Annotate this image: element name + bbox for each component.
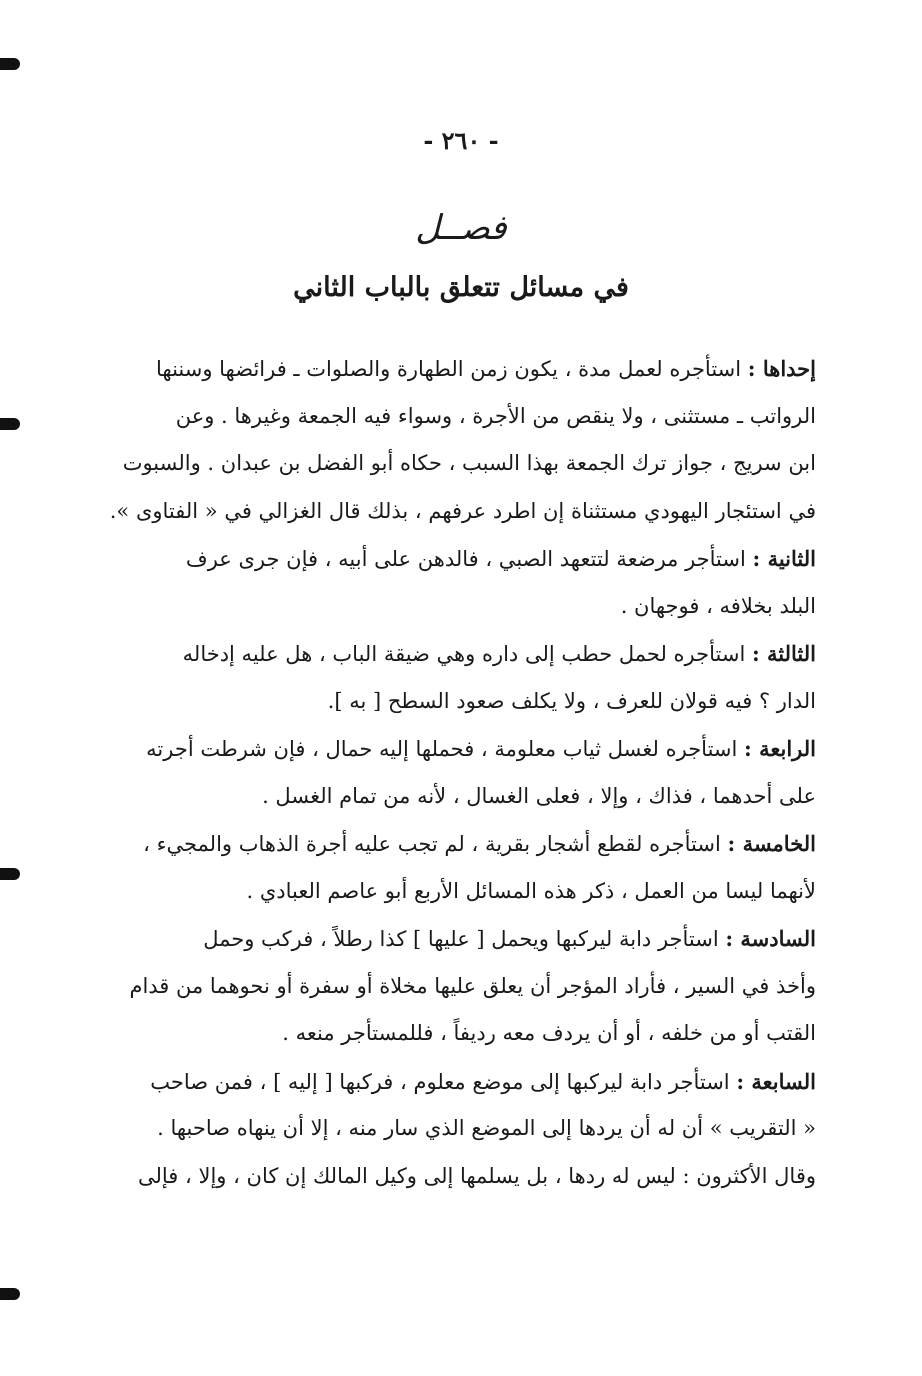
text-line: وأخذ في السير ، فأراد المؤجر أن يعلق عليها مخلاة أو سفرة أو نحوهما من قدام (129, 973, 816, 998)
text-line: وقال الأكثرون : ليس له ردها ، بل يسلمها إلى وكيل المالك إن كان ، وإلا ، فإلى (138, 1163, 816, 1188)
text-line: السابعة : استأجر دابة ليركبها إلى موضع معلوم ، فركبها [ إليه ] ، فمن صاحب (150, 1068, 816, 1094)
text-line: على أحدهما ، فذاك ، وإلا ، فعلى الغسال ، لأنه من تمام الغسل . (262, 783, 816, 808)
text-line: الرابعة : استأجره لغسل ثياب معلومة ، فحملها إليه حمال ، فإن شرطت أجرته (146, 736, 816, 761)
text-line: السادسة : استأجر دابة ليركبها ويحمل [ عليها ] كذا رطلاً ، فركب وحمل (203, 926, 816, 951)
paragraph-lead: السابعة : (736, 1068, 816, 1094)
paragraph (90, 1058, 816, 1201)
page-number: - ٢٦٠ - (423, 126, 499, 155)
paragraph (90, 820, 816, 915)
text-line: القتب أو من خلفه ، أو أن يردف معه رديفاً ، فللمستأجر منعه . (282, 1021, 816, 1045)
text-line: الثانية : استأجر مرضعة لتتعهد الصبي ، فالدهن على أبيه ، فإن جرى عرف (185, 546, 816, 571)
paragraph (90, 630, 816, 725)
paragraph-lead: السادسة : (725, 926, 816, 951)
text-line: في استئجار اليهودي مستثناة إن اطرد عرفهم ، بذلك قال الغزالي في « الفتاوى ». (109, 498, 816, 523)
text-line: لأنهما ليسا من العمل ، ذكر هذه المسائل الأربع أبو عاصم العبادي . (246, 878, 816, 903)
scan-edge-mark (0, 868, 20, 880)
scan-edge-mark (0, 1288, 20, 1300)
paragraph-lead: الثانية : (752, 546, 816, 571)
section-heading: فصــل (415, 208, 507, 248)
section-title: في مسائل تتعلق بالباب الثاني (293, 272, 629, 303)
paragraph (90, 915, 816, 1058)
text-line: البلد بخلافه ، فوجهان . (620, 593, 816, 618)
text-line: إحداها : استأجره لعمل مدة ، يكون زمن الطهارة والصلوات ـ فرائضها وسننها (155, 356, 816, 381)
paragraph-lead: الرابعة : (744, 736, 816, 761)
paragraph (90, 725, 816, 820)
text-line: الخامسة : استأجره لقطع أشجار بقرية ، لم تجب عليه أجرة الذهاب والمجيء ، (143, 831, 816, 856)
paragraph (90, 535, 816, 630)
paragraph-lead: الثالثة : (751, 641, 816, 666)
body-text (90, 345, 816, 1200)
text-line: الدار ؟ فيه قولان للعرف ، ولا يكلف صعود السطح [ به ]. (327, 688, 816, 713)
text-line: ابن سريج ، جواز ترك الجمعة بهذا السبب ، حكاه أبو الفضل بن عبدان . والسبوت (122, 451, 816, 475)
text-line: الثالثة : استأجره لحمل حطب إلى داره وهي ضيقة الباب ، هل عليه إدخاله (182, 641, 816, 666)
scan-edge-mark (0, 58, 20, 70)
paragraph (90, 345, 816, 535)
text-line: « التقريب » أن له أن يردها إلى الموضع الذي سار منه ، إلا أن ينهاه صاحبها . (157, 1116, 816, 1140)
text-line: الرواتب ـ مستثنى ، ولا ينقص من الأجرة ، وسواء فيه الجمعة وغيرها . وعن (175, 403, 816, 428)
scan-edge-mark (0, 418, 20, 430)
paragraph-lead: الخامسة : (727, 831, 816, 856)
paragraph-lead: إحداها : (747, 356, 816, 381)
